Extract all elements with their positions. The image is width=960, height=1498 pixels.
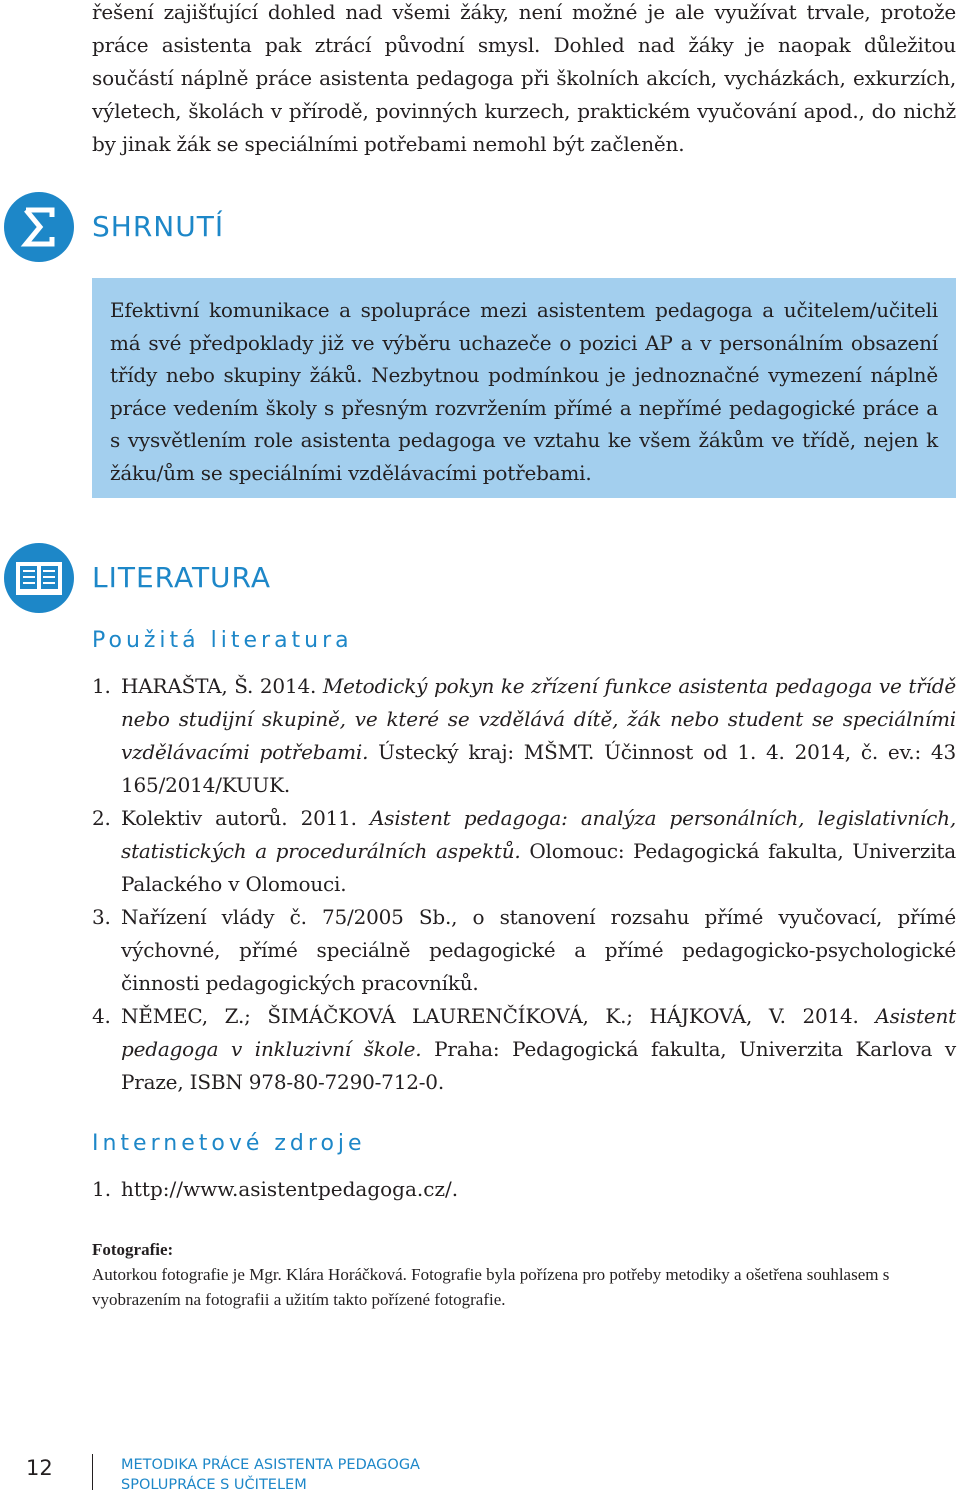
summary-text: Efektivní komunikace a spolupráce mezi asistentem pedagoga a učitelem/učiteli má své předpoklady již ve výběru uchazeče o pozici AP a v personálním obsazení třídy nebo skupiny žáků. Nezbytnou podmínkou je jednoznačné vymezení náplně práce vedením školy s přesným rozvržením přímé a nepřímé pedagogické práce a s vysvětlením role asistenta pedagoga ve vztahu ke všem žákům ve třídě, nejen k žáku/ům se speciálními vzdělávacími potřebami. [110,298,938,485]
item-text: Praha: Pedagogická fakulta, Univerzita Karlova v Praze, ISBN 978-80-7290-712-0. [121,1037,956,1094]
photo-credit [92,1237,960,1312]
item-text: Nařízení vlády č. 75/2005 Sb., o stanovení rozsahu přímé vyučovací, přímé výchovné, přímé speciálně pedagogické a přímé pedagogicko-psychologické činnosti pedagogických pracovníků. [121,905,956,995]
bibliography-list [92,670,956,1099]
web-source-item [92,1173,956,1206]
bibliography-item [92,802,956,901]
bibliography-item [92,901,956,1000]
running-footer [121,1455,420,1495]
item-number: 1. [92,1177,112,1201]
web-source-link[interactable]: http://www.asistentpedagoga.cz/. [121,1177,459,1201]
item-number: 1. [92,674,111,698]
photo-text: Autorkou fotografie je Mgr. Klára Horáčková. Fotografie byla pořízena pro potřeby metodiky a ošetřena souhlasem s vyobrazením na fotografii a užitím takto pořízené fotografie. [92,1265,890,1309]
summary-box [92,278,956,498]
item-text: NĚMEC, Z.; ŠIMÁČKOVÁ LAURENČÍKOVÁ, K.; HÁJKOVÁ, V. 2014. [121,1004,859,1028]
footer-divider [92,1454,93,1490]
footer-title: METODIKA PRÁCE ASISTENTA PEDAGOGA [121,1457,420,1473]
summary-title: SHRNUTÍ [92,210,225,243]
bibliography-item [92,1000,956,1099]
used-literature-heading: Použitá literatura [92,628,353,653]
item-text: Kolektiv autorů. 2011. [121,806,357,830]
item-number: 3. [92,905,111,929]
item-title: Asistent pedagoga v inkluzivní škole. [121,1004,956,1061]
item-title: Metodický pokyn ke zřízení funkce asistenta pedagoga ve třídě nebo studijní skupině, ve které se vzdělává dítě, žák nebo student se speciálními vzdělávacími potřebami. [121,674,956,764]
web-sources-heading: Internetové zdroje [92,1131,366,1156]
item-title: Asistent pedagoga: analýza personálních, legislativních, statistických a procedurálních aspektů. [121,806,956,863]
item-text: HARAŠTA, Š. 2014. [121,674,317,698]
page-number: 12 [26,1456,53,1480]
photo-heading: Fotografie: [92,1240,174,1259]
item-text: Ústecký kraj: MŠMT. Účinnost od 1. 4. 2014, č. ev.: 43 165/2014/KUUK. [121,740,956,797]
web-sources-list [92,1173,956,1206]
sigma-icon [4,192,74,262]
bibliography-item [92,670,956,802]
intro-paragraph: řešení zajišťující dohled nad všemi žáky, není možné je ale využívat trvale, protože práce asistenta pak ztrácí původní smysl. Dohled nad žáky je naopak důležitou součástí náplně práce asistenta pedagoga při školních akcích, vycházkách, exkurzích, výletech, školách v přírodě, povinných kurzech, praktickém vyučování apod., do nichž by jinak žák se speciálními potřebami nemohl být začleněn. [92,0,956,156]
item-number: 4. [92,1004,111,1028]
item-number: 2. [92,806,111,830]
literature-title: LITERATURA [92,561,272,594]
book-icon [4,543,74,613]
footer-subtitle: SPOLUPRÁCE S UČITELEM [121,1477,307,1493]
item-text: Olomouc: Pedagogická fakulta, Univerzita Palackého v Olomouci. [121,839,956,896]
